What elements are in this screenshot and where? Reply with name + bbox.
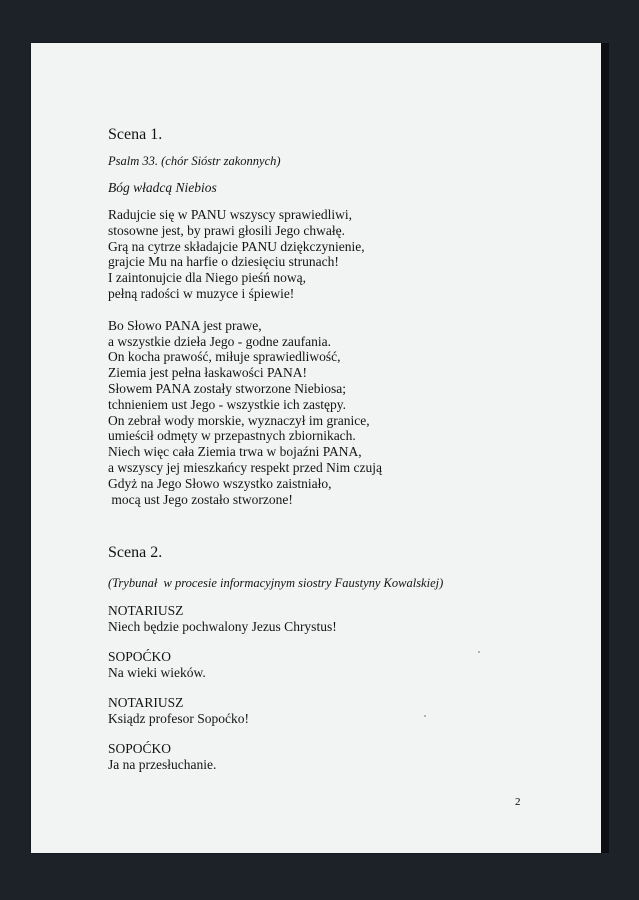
document-page: [31, 43, 601, 853]
verse-line: On kocha prawość, miłuje sprawiedliwość,: [108, 349, 341, 365]
psalm-stanza-2: [108, 318, 578, 508]
verse-line: I zaintonujcie dla Niego pieśń nową,: [108, 270, 306, 286]
verse-line: grajcie Mu na harfie o dziesięciu strunach!: [108, 254, 339, 270]
speech-line: Ksiądz profesor Sopoćko!: [108, 711, 249, 727]
verse-line: Bo Słowo PANA jest prawe,: [108, 317, 262, 333]
scene-1-subtitle: Psalm 33. (chór Sióstr zakonnych): [108, 154, 281, 168]
verse-line: pełną radości w muzyce i śpiewie!: [108, 285, 295, 301]
speaker-name: NOTARIUSZ: [108, 695, 184, 711]
verse-line: a wszystkie dzieła Jego - godne zaufania.: [108, 333, 332, 349]
verse-line: stosowne jest, by prawi głosili Jego chwałę.: [108, 222, 345, 238]
verse-line: a wszyscy jej mieszkańcy respekt przed Nim czują: [108, 459, 383, 475]
speaker-name: NOTARIUSZ: [108, 603, 184, 619]
verse-line: Gdyż na Jego Słowo wszystko zaistniało,: [108, 475, 332, 491]
scene-1-title: Scena 1.: [108, 126, 163, 143]
verse-line: Słowem PANA zostały stworzone Niebiosa;: [108, 380, 346, 396]
verse-line: Ziemia jest pełna łaskawości PANA!: [108, 365, 307, 381]
speech-line: Na wieki wieków.: [108, 665, 206, 681]
verse-line: Niech więc cała Ziemia trwa w bojaźni PANA,: [108, 444, 362, 460]
scan-edge-shadow: [601, 43, 609, 853]
verse-line: umieścił odmęty w przepastnych zbiornikach.: [108, 428, 356, 444]
dialogue-block: [108, 603, 578, 773]
psalm-stanza-1: [108, 207, 578, 302]
speaker-name: SOPOĆKO: [108, 649, 172, 665]
verse-line: Grą na cytrze składajcie PANU dziękczynienie,: [108, 238, 365, 254]
scene-2-subtitle: (Trybunał w procesie informacyjnym siostry Faustyny Kowalskiej): [108, 576, 444, 591]
verse-line: mocą ust Jego zostało stworzone!: [108, 491, 293, 507]
page-number: 2: [515, 796, 521, 808]
psalm-title: Bóg władcą Niebios: [108, 180, 217, 195]
speech-line: Ja na przesłuchanie.: [108, 757, 217, 773]
speaker-name: SOPOĆKO: [108, 741, 172, 757]
verse-line: On zebrał wody morskie, wyznaczył im granice,: [108, 412, 370, 428]
verse-line: tchnieniem ust Jego - wszystkie ich zastępy.: [108, 396, 346, 412]
document-body: [108, 125, 578, 787]
speech-line: Niech będzie pochwalony Jezus Chrystus!: [108, 619, 337, 635]
verse-line: Radujcie się w PANU wszyscy sprawiedliwi,: [108, 207, 352, 222]
scene-2-title: Scena 2.: [108, 544, 163, 562]
